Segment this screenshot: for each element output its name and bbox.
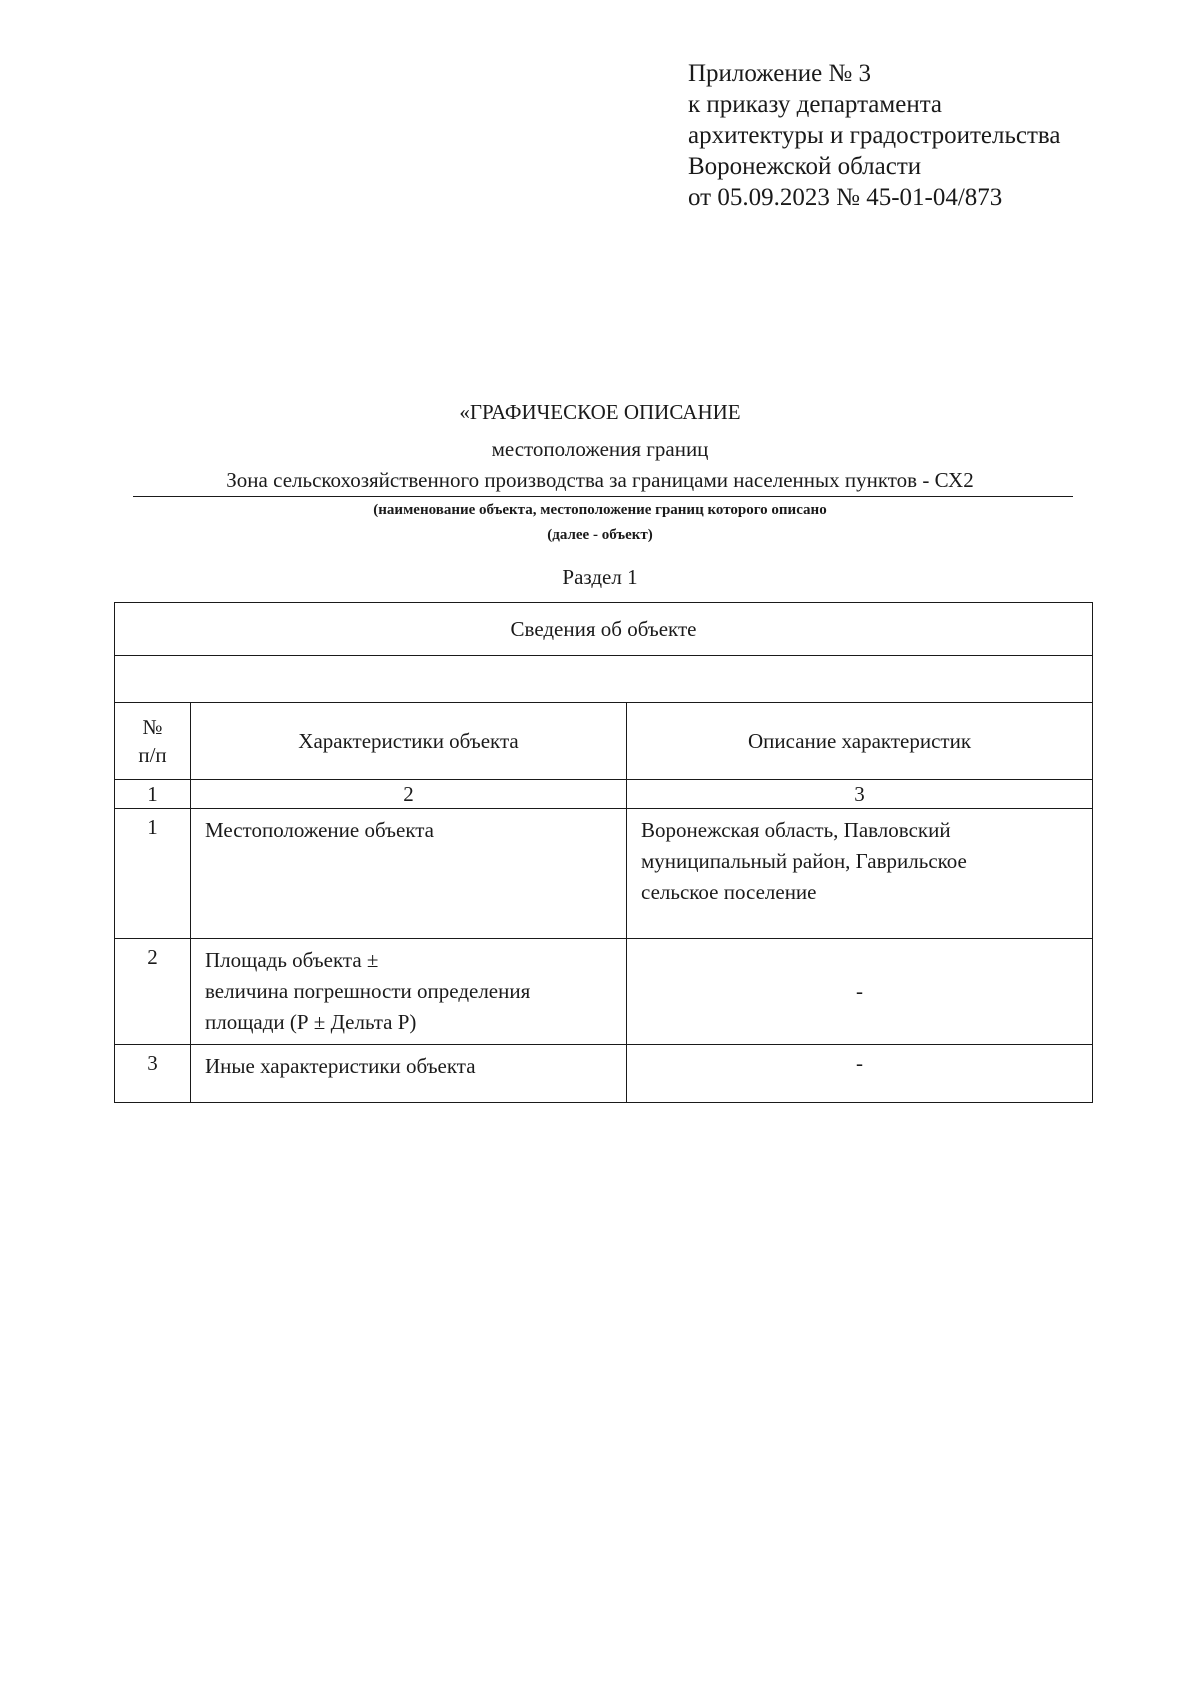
row-description — [627, 809, 1093, 939]
document-title: «ГРАФИЧЕСКОЕ ОПИСАНИЕ — [459, 400, 741, 424]
row-number: 3 — [115, 1045, 191, 1103]
appendix-line: к приказу департамента — [688, 91, 943, 118]
characteristic-line: Площадь объекта ± — [205, 948, 379, 972]
object-name-underline — [133, 496, 1073, 497]
section-label: Раздел 1 — [562, 565, 638, 589]
header-num — [115, 703, 191, 780]
row-description: - — [627, 1045, 1093, 1103]
appendix-line: Воронежской области — [688, 153, 922, 180]
appendix-line: архитектуры и градостроительства — [688, 122, 1061, 149]
row-number: 1 — [115, 809, 191, 939]
appendix-line: Приложение № 3 — [688, 60, 872, 87]
row-characteristic — [191, 1045, 627, 1103]
table-row — [115, 1045, 1093, 1103]
table-heading: Сведения об объекте — [115, 603, 1093, 656]
appendix-block — [688, 58, 1168, 213]
object-caption-line: (далее - объект) — [547, 527, 653, 543]
description-line: Воронежская область, Павловский — [641, 818, 951, 842]
header-characteristics: Характеристики объекта — [191, 703, 627, 780]
object-caption-line: (наименование объекта, местоположение границ которого описано — [373, 502, 827, 518]
header-num-line2: п/п — [138, 743, 167, 767]
index-cell: 3 — [627, 780, 1093, 809]
index-cell: 1 — [115, 780, 191, 809]
table-row — [115, 939, 1093, 1045]
characteristic-line: Иные характеристики объекта — [205, 1054, 476, 1078]
characteristic-line: площади (Р ± Дельта Р) — [205, 1010, 417, 1034]
row-characteristic — [191, 809, 627, 939]
row-number: 2 — [115, 939, 191, 1045]
table-index-row — [115, 780, 1093, 809]
header-description: Описание характеристик — [627, 703, 1093, 780]
object-info-table — [114, 602, 1093, 1103]
characteristic-line: Местоположение объекта — [205, 818, 435, 842]
document-subtitle: местоположения границ — [491, 437, 709, 461]
table-empty-row — [115, 656, 1093, 703]
header-num-line1: № — [142, 715, 163, 739]
table-row — [115, 809, 1093, 939]
row-description: - — [627, 939, 1093, 1045]
description-line: сельское поселение — [641, 880, 817, 904]
object-name: Зона сельскохозяйственного производства за границами населенных пунктов - СХ2 — [226, 468, 974, 492]
description-line: муниципальный район, Гаврильское — [641, 849, 967, 873]
index-cell: 2 — [191, 780, 627, 809]
characteristic-line: величина погрешности определения — [205, 979, 531, 1003]
appendix-line: от 05.09.2023 № 45-01-04/873 — [688, 184, 1003, 211]
table-header-row — [115, 703, 1093, 780]
row-characteristic — [191, 939, 627, 1045]
